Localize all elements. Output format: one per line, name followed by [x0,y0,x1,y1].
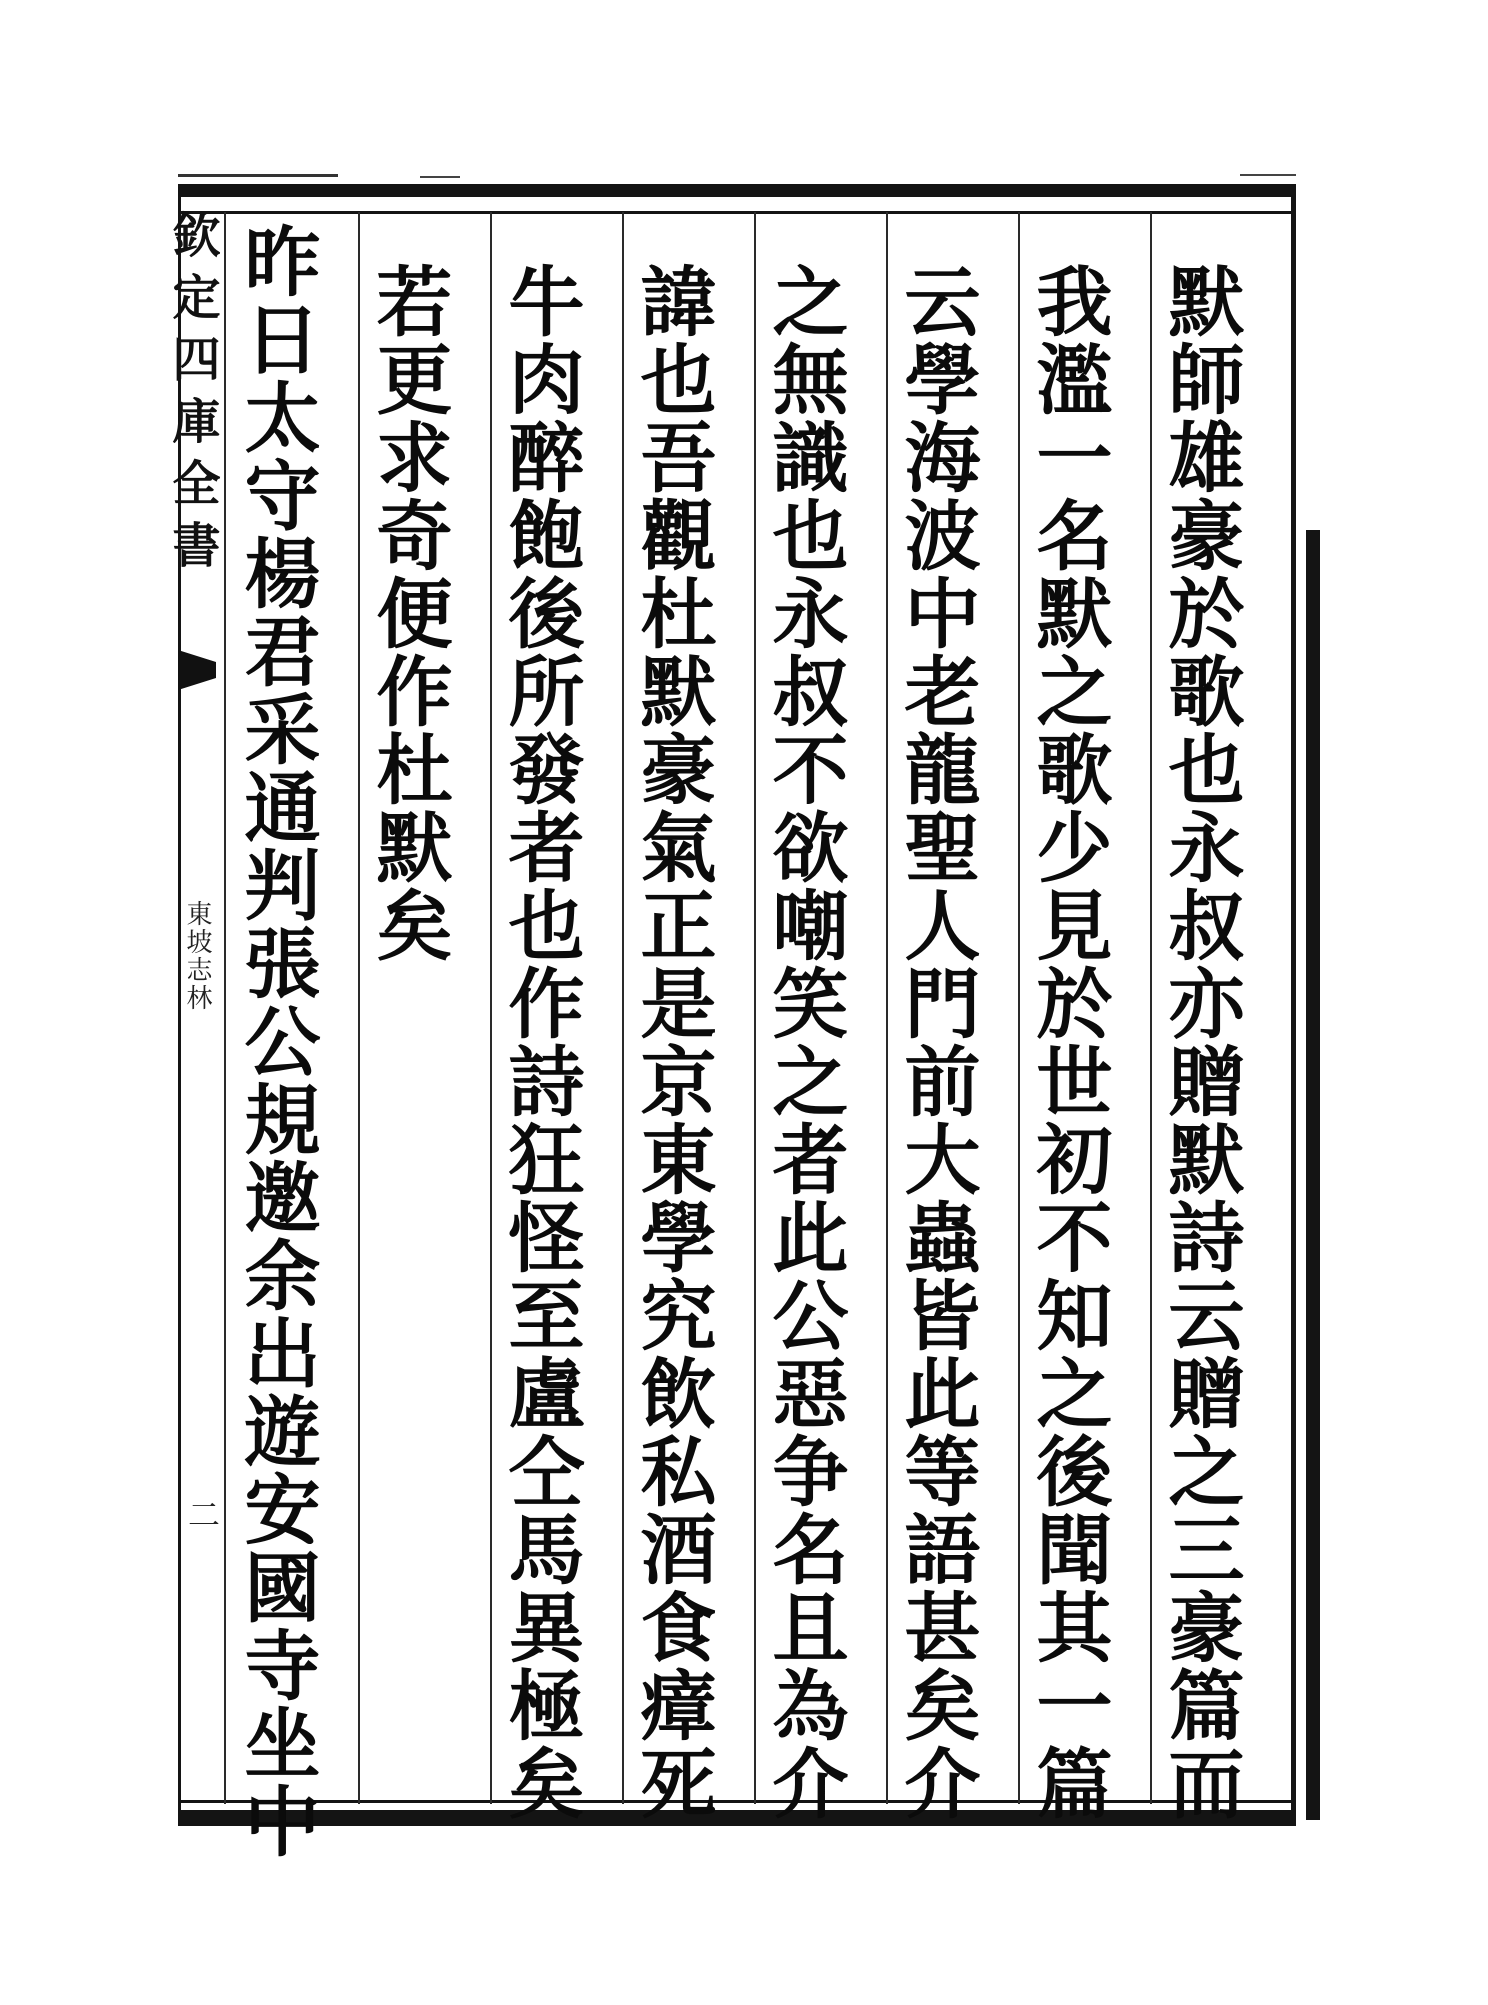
top-border [178,184,1296,197]
text-column-7: 若更求奇便作杜默矣 [364,262,453,964]
column-divider [1150,212,1152,1804]
right-border [1291,184,1296,1826]
column-divider [754,212,756,1804]
column-divider [490,212,492,1804]
text-column-8: 昨日太守楊君采通判張公規邀余出遊安國寺坐中 [232,222,321,1860]
column-divider [1018,212,1020,1804]
right-thick-border [1306,530,1320,1820]
fish-tail-mark-icon [178,650,216,690]
top-border-fragment [1240,174,1296,176]
margin-book-title: 東坡志林 [182,900,212,1012]
bottom-border [178,1810,1296,1826]
top-border-fragment [178,174,338,177]
column-divider [224,212,226,1804]
top-inner-border [178,211,1296,214]
text-column-2: 我濫一名默之歌少見於世初不知之後聞其一篇 [1024,262,1113,1822]
column-divider [622,212,624,1804]
text-column-3: 云學海波中老龍聖人門前大蟲皆此等語甚矣介 [892,262,981,1822]
top-border-fragment [420,176,460,178]
text-column-6: 牛肉醉飽後所發者也作詩狂怪至盧仝馬異極矣 [496,262,585,1822]
text-column-5: 諱也吾觀杜默豪氣正是京東學究飲私酒食瘴死 [628,262,717,1822]
text-column-4: 之無識也永叔不欲嘲笑之者此公惡争名且為介 [760,262,849,1822]
margin-series-title: 欽定四庫全書 [164,210,220,582]
text-column-1: 默師雄豪於歌也永叔亦贈默詩云贈之三豪篇而 [1156,262,1245,1822]
bottom-inner-border [178,1800,1296,1803]
column-divider [358,212,360,1804]
page-number: 二 [183,1498,221,1530]
column-divider [886,212,888,1804]
